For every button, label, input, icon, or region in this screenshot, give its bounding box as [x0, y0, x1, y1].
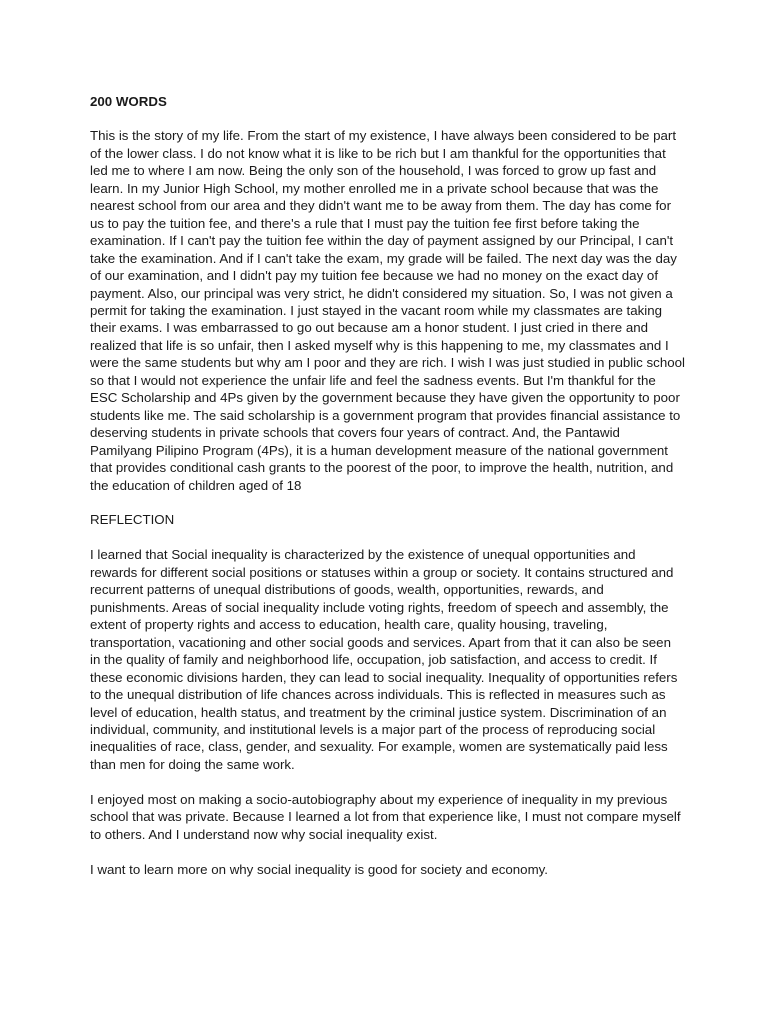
story-paragraph: This is the story of my life. From the start of my existence, I have always been considered to be part of the lower class. I do not know what it is like to be rich but I am thankful for the opportunities that led me to where I am now. Being the only son of the household, I was forced to grow up fast and learn. In my Junior High School, my mother enrolled me in a private school because that was the nearest school from our area and they didn't want me to be away from them. The day has come for us to pay the tuition fee, and there's a rule that I must pay the tuition fee first before taking the examination. If I can't pay the tuition fee within the day of payment assigned by our Principal, I can't take the examination. And if I can't take the exam, my grade will be failed. The next day was the day of our examination, and I didn't pay my tuition fee because we had no money on the exact day of payment. Also, our principal was very strict, he didn't considered my situation. So, I was not given a permit for taking the examination. I just stayed in the vacant room while my classmates are taking their exams. I was embarrassed to go out because am a honor student. I just cried in there and realized that life is so unfair, then I asked myself why is this happening to me, my classmates and I were the same students but why am I poor and they are rich. I wish I was just studied in public school so that I would not experience the unfair life and feel the sadness events. But I'm thankful for the ESC Scholarship and 4Ps given by the government because they have given the opportunity to poor students like me. The said scholarship is a government program that provides financial assistance to deserving students in private schools that covers four years of contract. And, the Pantawid Pamilyang Pilipino Program (4Ps), it is a human development measure of the national government that provides conditional cash grants to the poorest of the poor, to improve the health, nutrition, and the education of children aged of 18 — [90, 128, 685, 493]
document-body — [90, 93, 685, 896]
reflection-paragraph-2: I enjoyed most on making a socio-autobiography about my experience of inequality in my previous school that was private. Because I learned a lot from that experience like, I must not compare myself to others. And I understand now why social inequality exist. — [90, 791, 681, 842]
reflection-paragraph-3: I want to learn more on why social inequality is good for society and economy. — [90, 861, 548, 877]
reflection-paragraph-1: I learned that Social inequality is characterized by the existence of unequal opportunities and rewards for different social positions or statuses within a group or society. It contains structured and recurrent patterns of unequal distributions of goods, wealth, opportunities, rewards, and punishments. Areas of social inequality include voting rights, freedom of speech and assembly, the extent of property rights and access to education, health care, quality housing, traveling, transportation, vacationing and other social goods and services. Apart from that it can also be seen in the quality of family and neighborhood life, occupation, job satisfaction, and access to credit. If these economic divisions harden, they can lead to social inequality. Inequality of opportunities refers to the unequal distribution of life chances across individuals. This is reflected in measures such as level of education, health status, and treatment by the criminal justice system. Discrimination of an individual, community, and institutional levels is a major part of the process of reproducing social inequalities of race, class, gender, and sexuality. For example, women are systematically paid less than men for doing the same work. — [90, 547, 678, 772]
document-title: 200 WORDS — [90, 94, 167, 109]
reflection-heading: REFLECTION — [90, 512, 175, 528]
